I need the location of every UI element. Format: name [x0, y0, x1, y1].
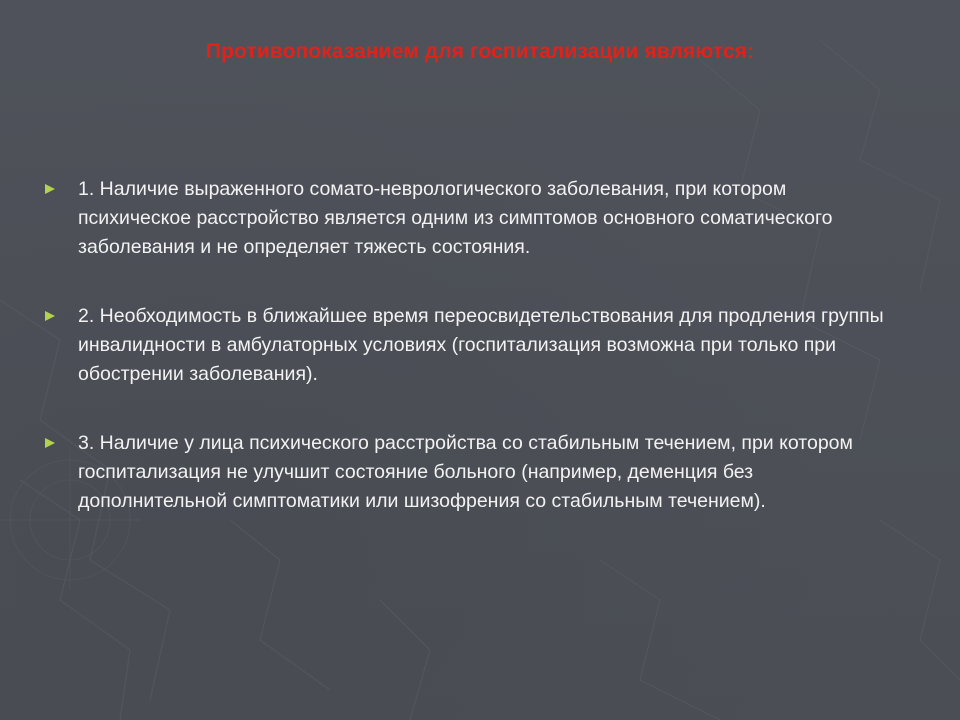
- bullet-list: [44, 175, 904, 516]
- triangle-bullet-icon: [45, 184, 55, 194]
- slide-title: Противопоказанием для госпитализации являются:: [205, 40, 755, 63]
- bullet-item: [44, 302, 904, 389]
- bullet-item: [44, 175, 904, 262]
- bullet-text: 1. Наличие выраженного сомато-неврологического заболевания, при котором психическое расстройство является одним из симптомов основного соматического заболевания и не определяет тяжесть состояния.: [78, 178, 833, 258]
- triangle-bullet-icon: [45, 311, 55, 321]
- bullet-text: 3. Наличие у лица психического расстройства со стабильным течением, при котором госпитализация не улучшит состояние больного (например, деменция без дополнительной симптоматики или шизофрения со стабильным течением).: [78, 432, 853, 512]
- triangle-bullet-icon: [45, 438, 55, 448]
- bullet-item: [44, 429, 904, 516]
- bullet-text: 2. Необходимость в ближайшее время переосвидетельствования для продления группы инвалидности в амбулаторных условиях (госпитализация возможна при только при обострении заболевания).: [78, 305, 884, 385]
